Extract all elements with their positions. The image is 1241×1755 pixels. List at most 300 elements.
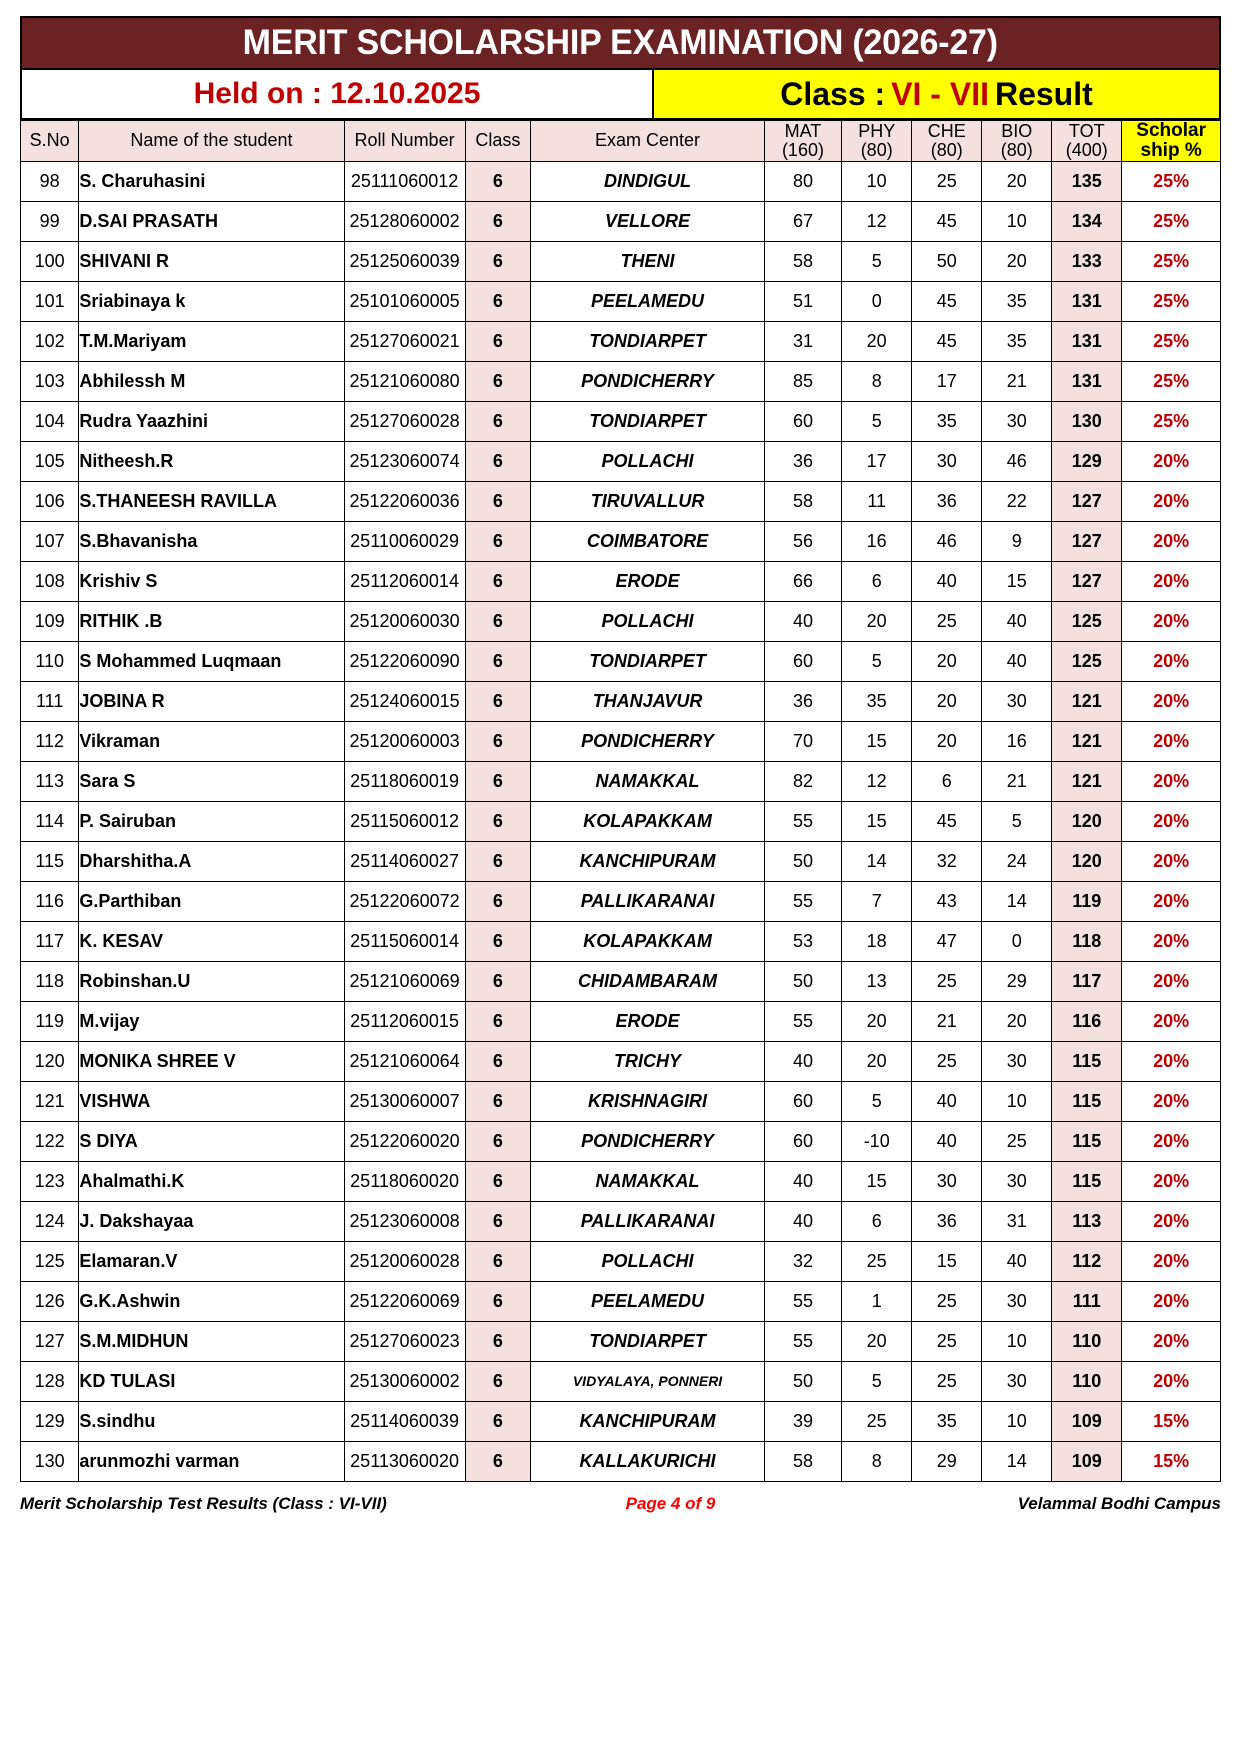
cell-total: 112 — [1052, 1241, 1122, 1281]
cell-name: Vikraman — [79, 721, 344, 761]
page-footer — [20, 1494, 1221, 1514]
cell-name: G.Parthiban — [79, 881, 344, 921]
cell-sno: 98 — [21, 161, 79, 201]
table-row — [21, 201, 1221, 241]
cell-mark-mat: 50 — [764, 1361, 841, 1401]
cell-sno: 125 — [21, 1241, 79, 1281]
cell-name: S.sindhu — [79, 1401, 344, 1441]
cell-mark-phy: 5 — [842, 1081, 912, 1121]
cell-roll: 25110060029 — [344, 521, 465, 561]
cell-total: 135 — [1052, 161, 1122, 201]
cell-name: Krishiv S — [79, 561, 344, 601]
held-on-cell — [22, 70, 654, 118]
cell-roll: 25114060039 — [344, 1401, 465, 1441]
cell-sno: 130 — [21, 1441, 79, 1481]
cell-class: 6 — [465, 601, 531, 641]
cell-roll: 25121060069 — [344, 961, 465, 1001]
cell-total: 110 — [1052, 1361, 1122, 1401]
cell-mark-phy: 20 — [842, 1321, 912, 1361]
cell-mark-phy: 12 — [842, 761, 912, 801]
cell-mark-phy: 35 — [842, 681, 912, 721]
cell-mark-mat: 51 — [764, 281, 841, 321]
results-table — [20, 120, 1221, 1482]
cell-scholarship: 20% — [1122, 561, 1221, 601]
cell-mark-che: 25 — [912, 1041, 982, 1081]
cell-mark-phy: 20 — [842, 321, 912, 361]
cell-mark-mat: 67 — [764, 201, 841, 241]
cell-mark-che: 43 — [912, 881, 982, 921]
cell-mark-mat: 40 — [764, 1201, 841, 1241]
cell-class: 6 — [465, 441, 531, 481]
cell-sno: 121 — [21, 1081, 79, 1121]
cell-name: Abhilessh M — [79, 361, 344, 401]
cell-mark-bio: 20 — [982, 1001, 1052, 1041]
cell-class: 6 — [465, 761, 531, 801]
table-row — [21, 1281, 1221, 1321]
cell-center: PEELAMEDU — [531, 281, 764, 321]
cell-sno: 110 — [21, 641, 79, 681]
cell-scholarship: 20% — [1122, 641, 1221, 681]
cell-scholarship: 20% — [1122, 481, 1221, 521]
table-row — [21, 1201, 1221, 1241]
cell-sno: 124 — [21, 1201, 79, 1241]
cell-total: 127 — [1052, 521, 1122, 561]
cell-sno: 113 — [21, 761, 79, 801]
cell-mark-phy: 0 — [842, 281, 912, 321]
cell-class: 6 — [465, 521, 531, 561]
cell-mark-che: 6 — [912, 761, 982, 801]
cell-mark-bio: 30 — [982, 1041, 1052, 1081]
cell-name: MONIKA SHREE V — [79, 1041, 344, 1081]
col-header-tot: TOT (400) — [1052, 121, 1122, 162]
cell-mark-phy: 15 — [842, 801, 912, 841]
cell-scholarship: 20% — [1122, 721, 1221, 761]
cell-mark-mat: 58 — [764, 1441, 841, 1481]
cell-mark-che: 30 — [912, 1161, 982, 1201]
cell-mark-che: 32 — [912, 841, 982, 881]
cell-center: THENI — [531, 241, 764, 281]
cell-center: DINDIGUL — [531, 161, 764, 201]
cell-roll: 25130060002 — [344, 1361, 465, 1401]
class-result-cell — [654, 70, 1219, 118]
cell-center: POLLACHI — [531, 601, 764, 641]
cell-name: J. Dakshayaa — [79, 1201, 344, 1241]
cell-total: 117 — [1052, 961, 1122, 1001]
cell-mark-phy: 6 — [842, 561, 912, 601]
cell-roll: 25120060030 — [344, 601, 465, 641]
cell-mark-bio: 40 — [982, 1241, 1052, 1281]
table-row — [21, 1361, 1221, 1401]
cell-mark-phy: 5 — [842, 401, 912, 441]
col-header-class: Class — [465, 121, 531, 162]
cell-name: T.M.Mariyam — [79, 321, 344, 361]
cell-mark-bio: 24 — [982, 841, 1052, 881]
cell-center: THANJAVUR — [531, 681, 764, 721]
cell-sno: 122 — [21, 1121, 79, 1161]
cell-class: 6 — [465, 641, 531, 681]
cell-mark-bio: 30 — [982, 681, 1052, 721]
cell-mark-che: 25 — [912, 1321, 982, 1361]
cell-mark-bio: 22 — [982, 481, 1052, 521]
cell-total: 125 — [1052, 601, 1122, 641]
cell-mark-phy: 6 — [842, 1201, 912, 1241]
cell-name: Dharshitha.A — [79, 841, 344, 881]
cell-total: 120 — [1052, 801, 1122, 841]
cell-mark-che: 36 — [912, 1201, 982, 1241]
cell-class: 6 — [465, 801, 531, 841]
cell-mark-bio: 31 — [982, 1201, 1052, 1241]
cell-total: 113 — [1052, 1201, 1122, 1241]
cell-mark-bio: 21 — [982, 761, 1052, 801]
cell-class: 6 — [465, 841, 531, 881]
cell-class: 6 — [465, 1041, 531, 1081]
cell-class: 6 — [465, 1121, 531, 1161]
cell-sno: 99 — [21, 201, 79, 241]
cell-sno: 126 — [21, 1281, 79, 1321]
cell-total: 111 — [1052, 1281, 1122, 1321]
cell-class: 6 — [465, 561, 531, 601]
cell-center: ERODE — [531, 561, 764, 601]
cell-total: 115 — [1052, 1121, 1122, 1161]
cell-center: KANCHIPURAM — [531, 841, 764, 881]
cell-total: 110 — [1052, 1321, 1122, 1361]
cell-name: Robinshan.U — [79, 961, 344, 1001]
cell-scholarship: 20% — [1122, 1041, 1221, 1081]
cell-name: Sara S — [79, 761, 344, 801]
table-row — [21, 401, 1221, 441]
footer-campus-name: Velammal Bodhi Campus — [1017, 1493, 1221, 1513]
cell-center: PONDICHERRY — [531, 361, 764, 401]
cell-class: 6 — [465, 921, 531, 961]
cell-mark-bio: 10 — [982, 1081, 1052, 1121]
cell-roll: 25122060072 — [344, 881, 465, 921]
cell-mark-phy: 5 — [842, 1361, 912, 1401]
cell-mark-che: 25 — [912, 601, 982, 641]
table-row — [21, 561, 1221, 601]
cell-roll: 25112060014 — [344, 561, 465, 601]
cell-name: Sriabinaya k — [79, 281, 344, 321]
class-value: VI - VII — [891, 75, 989, 112]
cell-scholarship: 20% — [1122, 1161, 1221, 1201]
table-row — [21, 961, 1221, 1001]
cell-scholarship: 20% — [1122, 521, 1221, 561]
cell-scholarship: 20% — [1122, 761, 1221, 801]
cell-roll: 25111060012 — [344, 161, 465, 201]
cell-total: 127 — [1052, 481, 1122, 521]
cell-mark-mat: 50 — [764, 961, 841, 1001]
cell-class: 6 — [465, 1441, 531, 1481]
cell-roll: 25120060003 — [344, 721, 465, 761]
cell-mark-bio: 9 — [982, 521, 1052, 561]
cell-mark-bio: 35 — [982, 321, 1052, 361]
cell-mark-che: 45 — [912, 201, 982, 241]
cell-name: Nitheesh.R — [79, 441, 344, 481]
cell-center: TONDIARPET — [531, 1321, 764, 1361]
cell-scholarship: 20% — [1122, 681, 1221, 721]
cell-roll: 25127060023 — [344, 1321, 465, 1361]
cell-mark-bio: 20 — [982, 161, 1052, 201]
cell-mark-che: 35 — [912, 401, 982, 441]
cell-sno: 105 — [21, 441, 79, 481]
col-header-center: Exam Center — [531, 121, 764, 162]
cell-sno: 102 — [21, 321, 79, 361]
cell-name: SHIVANI R — [79, 241, 344, 281]
table-row — [21, 521, 1221, 561]
cell-mark-phy: 18 — [842, 921, 912, 961]
cell-sno: 115 — [21, 841, 79, 881]
cell-mark-phy: 8 — [842, 1441, 912, 1481]
cell-mark-mat: 66 — [764, 561, 841, 601]
table-row — [21, 1081, 1221, 1121]
cell-scholarship: 20% — [1122, 441, 1221, 481]
cell-mark-mat: 55 — [764, 1321, 841, 1361]
cell-scholarship: 20% — [1122, 1321, 1221, 1361]
cell-roll: 25122060036 — [344, 481, 465, 521]
cell-center: TIRUVALLUR — [531, 481, 764, 521]
cell-center: TONDIARPET — [531, 641, 764, 681]
cell-class: 6 — [465, 1161, 531, 1201]
cell-mark-che: 45 — [912, 321, 982, 361]
col-header-sno: S.No — [21, 121, 79, 162]
table-header-row — [21, 121, 1221, 162]
cell-sno: 103 — [21, 361, 79, 401]
cell-sno: 111 — [21, 681, 79, 721]
cell-mark-bio: 10 — [982, 201, 1052, 241]
cell-total: 109 — [1052, 1401, 1122, 1441]
cell-roll: 25127060021 — [344, 321, 465, 361]
cell-center: POLLACHI — [531, 1241, 764, 1281]
cell-mark-phy: 8 — [842, 361, 912, 401]
cell-scholarship: 20% — [1122, 1281, 1221, 1321]
cell-mark-bio: 14 — [982, 881, 1052, 921]
table-row — [21, 281, 1221, 321]
table-row — [21, 1041, 1221, 1081]
cell-name: S. Charuhasini — [79, 161, 344, 201]
table-row — [21, 1241, 1221, 1281]
cell-mark-che: 21 — [912, 1001, 982, 1041]
cell-roll: 25118060020 — [344, 1161, 465, 1201]
table-row — [21, 1001, 1221, 1041]
cell-mark-che: 20 — [912, 681, 982, 721]
cell-sno: 118 — [21, 961, 79, 1001]
table-row — [21, 481, 1221, 521]
cell-sno: 109 — [21, 601, 79, 641]
cell-mark-mat: 40 — [764, 1041, 841, 1081]
cell-mark-bio: 35 — [982, 281, 1052, 321]
cell-mark-phy: 14 — [842, 841, 912, 881]
cell-mark-mat: 53 — [764, 921, 841, 961]
table-row — [21, 601, 1221, 641]
cell-sno: 108 — [21, 561, 79, 601]
cell-scholarship: 20% — [1122, 961, 1221, 1001]
cell-mark-che: 40 — [912, 1081, 982, 1121]
cell-total: 115 — [1052, 1081, 1122, 1121]
cell-mark-mat: 55 — [764, 1281, 841, 1321]
cell-center: TRICHY — [531, 1041, 764, 1081]
cell-mark-mat: 80 — [764, 161, 841, 201]
cell-mark-bio: 10 — [982, 1401, 1052, 1441]
cell-center: KANCHIPURAM — [531, 1401, 764, 1441]
cell-mark-phy: 25 — [842, 1401, 912, 1441]
cell-name: P. Sairuban — [79, 801, 344, 841]
cell-name: S Mohammed Luqmaan — [79, 641, 344, 681]
cell-name: KD TULASI — [79, 1361, 344, 1401]
cell-mark-mat: 55 — [764, 801, 841, 841]
cell-mark-phy: 5 — [842, 641, 912, 681]
cell-center: PONDICHERRY — [531, 1121, 764, 1161]
cell-mark-mat: 50 — [764, 841, 841, 881]
cell-name: JOBINA R — [79, 681, 344, 721]
result-label: Result — [994, 75, 1093, 112]
cell-mark-che: 25 — [912, 1281, 982, 1321]
cell-roll: 25130060007 — [344, 1081, 465, 1121]
cell-scholarship: 20% — [1122, 921, 1221, 961]
cell-class: 6 — [465, 1361, 531, 1401]
footer-page-number: Page 4 of 9 — [625, 1493, 716, 1513]
cell-class: 6 — [465, 721, 531, 761]
cell-class: 6 — [465, 241, 531, 281]
cell-scholarship: 20% — [1122, 1241, 1221, 1281]
cell-mark-bio: 30 — [982, 1281, 1052, 1321]
table-header — [21, 121, 1221, 162]
cell-mark-phy: 13 — [842, 961, 912, 1001]
cell-mark-bio: 25 — [982, 1121, 1052, 1161]
cell-center: KOLAPAKKAM — [531, 921, 764, 961]
cell-roll: 25121060080 — [344, 361, 465, 401]
cell-mark-mat: 70 — [764, 721, 841, 761]
cell-sno: 117 — [21, 921, 79, 961]
cell-mark-bio: 0 — [982, 921, 1052, 961]
cell-mark-mat: 58 — [764, 481, 841, 521]
cell-mark-mat: 56 — [764, 521, 841, 561]
cell-sno: 116 — [21, 881, 79, 921]
cell-mark-phy: 16 — [842, 521, 912, 561]
cell-mark-mat: 40 — [764, 1161, 841, 1201]
cell-center: COIMBATORE — [531, 521, 764, 561]
cell-mark-mat: 39 — [764, 1401, 841, 1441]
cell-mark-mat: 55 — [764, 881, 841, 921]
cell-mark-che: 25 — [912, 1361, 982, 1401]
cell-name: arunmozhi varman — [79, 1441, 344, 1481]
cell-mark-mat: 31 — [764, 321, 841, 361]
cell-mark-bio: 15 — [982, 561, 1052, 601]
cell-class: 6 — [465, 161, 531, 201]
cell-mark-phy: 20 — [842, 1001, 912, 1041]
cell-roll: 25123060074 — [344, 441, 465, 481]
cell-scholarship: 15% — [1122, 1441, 1221, 1481]
cell-name: S.THANEESH RAVILLA — [79, 481, 344, 521]
cell-scholarship: 25% — [1122, 241, 1221, 281]
cell-total: 120 — [1052, 841, 1122, 881]
cell-class: 6 — [465, 361, 531, 401]
class-label: Class : — [780, 75, 886, 112]
cell-mark-che: 47 — [912, 921, 982, 961]
cell-mark-che: 46 — [912, 521, 982, 561]
cell-mark-che: 20 — [912, 641, 982, 681]
cell-roll: 25128060002 — [344, 201, 465, 241]
cell-roll: 25115060012 — [344, 801, 465, 841]
cell-total: 131 — [1052, 361, 1122, 401]
cell-mark-bio: 29 — [982, 961, 1052, 1001]
cell-center: PALLIKARANAI — [531, 1201, 764, 1241]
col-header-scholarship: Scholar ship % — [1122, 121, 1221, 162]
cell-mark-che: 15 — [912, 1241, 982, 1281]
cell-roll: 25114060027 — [344, 841, 465, 881]
cell-mark-che: 30 — [912, 441, 982, 481]
cell-mark-che: 36 — [912, 481, 982, 521]
cell-class: 6 — [465, 1201, 531, 1241]
exam-banner — [20, 16, 1221, 70]
cell-name: Rudra Yaazhini — [79, 401, 344, 441]
cell-center: VELLORE — [531, 201, 764, 241]
cell-scholarship: 20% — [1122, 1201, 1221, 1241]
cell-total: 133 — [1052, 241, 1122, 281]
cell-center: TONDIARPET — [531, 321, 764, 361]
cell-center: NAMAKKAL — [531, 761, 764, 801]
cell-roll: 25115060014 — [344, 921, 465, 961]
cell-center: PALLIKARANAI — [531, 881, 764, 921]
col-header-roll: Roll Number — [344, 121, 465, 162]
cell-mark-bio: 10 — [982, 1321, 1052, 1361]
cell-total: 118 — [1052, 921, 1122, 961]
cell-class: 6 — [465, 481, 531, 521]
cell-class: 6 — [465, 1401, 531, 1441]
cell-mark-phy: 25 — [842, 1241, 912, 1281]
subheader-bar — [20, 70, 1221, 120]
cell-class: 6 — [465, 681, 531, 721]
table-row — [21, 801, 1221, 841]
cell-mark-mat: 40 — [764, 601, 841, 641]
cell-sno: 107 — [21, 521, 79, 561]
cell-roll: 25113060020 — [344, 1441, 465, 1481]
cell-mark-mat: 60 — [764, 401, 841, 441]
cell-total: 131 — [1052, 321, 1122, 361]
cell-center: KOLAPAKKAM — [531, 801, 764, 841]
cell-mark-che: 45 — [912, 281, 982, 321]
table-row — [21, 761, 1221, 801]
cell-total: 115 — [1052, 1161, 1122, 1201]
cell-mark-che: 20 — [912, 721, 982, 761]
cell-name: RITHIK .B — [79, 601, 344, 641]
cell-mark-phy: 1 — [842, 1281, 912, 1321]
cell-mark-mat: 32 — [764, 1241, 841, 1281]
cell-total: 134 — [1052, 201, 1122, 241]
cell-sno: 129 — [21, 1401, 79, 1441]
cell-mark-bio: 20 — [982, 241, 1052, 281]
table-row — [21, 241, 1221, 281]
cell-scholarship: 20% — [1122, 1361, 1221, 1401]
cell-sno: 101 — [21, 281, 79, 321]
cell-scholarship: 25% — [1122, 321, 1221, 361]
cell-mark-mat: 36 — [764, 441, 841, 481]
cell-mark-bio: 30 — [982, 401, 1052, 441]
cell-roll: 25112060015 — [344, 1001, 465, 1041]
col-header-bio: BIO (80) — [982, 121, 1052, 162]
cell-mark-phy: 20 — [842, 601, 912, 641]
cell-name: G.K.Ashwin — [79, 1281, 344, 1321]
cell-mark-mat: 85 — [764, 361, 841, 401]
cell-scholarship: 25% — [1122, 361, 1221, 401]
cell-roll: 25125060039 — [344, 241, 465, 281]
cell-class: 6 — [465, 401, 531, 441]
cell-total: 121 — [1052, 721, 1122, 761]
cell-mark-mat: 58 — [764, 241, 841, 281]
cell-class: 6 — [465, 1281, 531, 1321]
cell-scholarship: 25% — [1122, 281, 1221, 321]
cell-mark-bio: 14 — [982, 1441, 1052, 1481]
table-row — [21, 1161, 1221, 1201]
cell-mark-phy: 12 — [842, 201, 912, 241]
